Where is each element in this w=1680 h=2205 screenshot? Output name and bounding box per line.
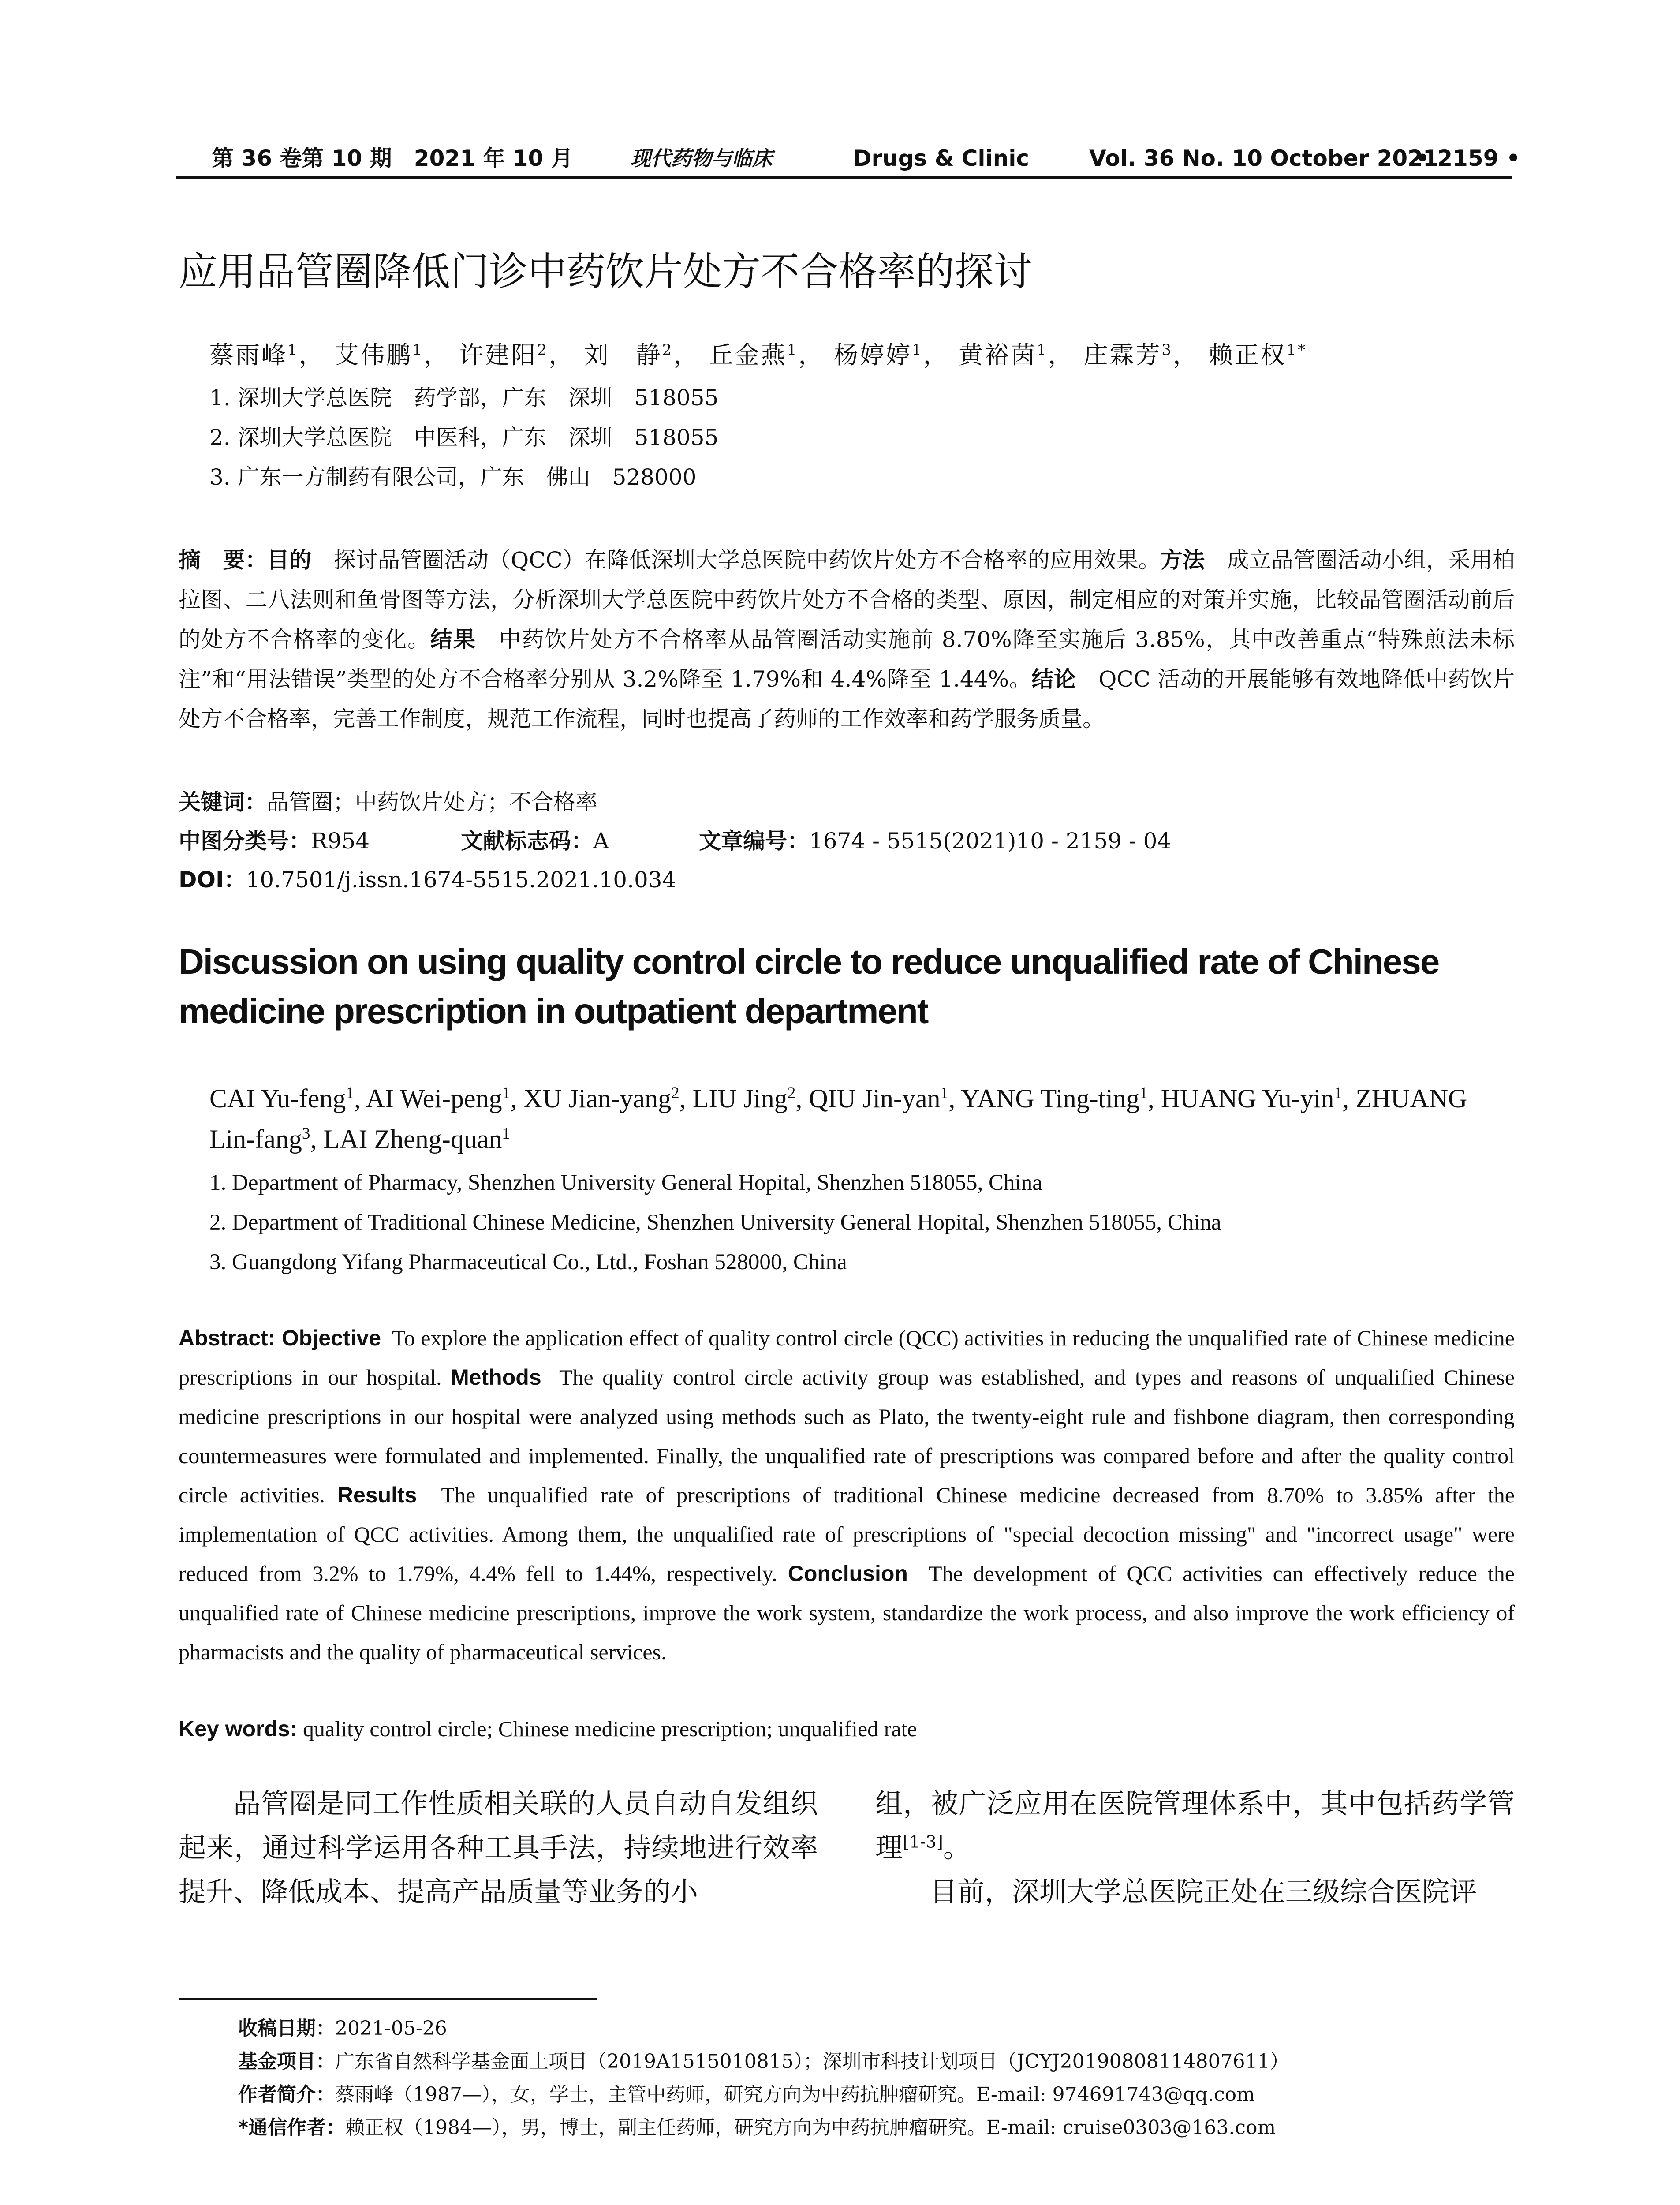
author-en: XU Jian-yang$^2$ — [523, 1084, 679, 1113]
affiliation-cn: 2. 深圳大学总医院 中医科，广东 深圳 518055 — [209, 425, 719, 450]
issue-en: Vol. 36 No. 10 October 2021 — [1089, 146, 1438, 171]
footnote-fund: 基金项目：广东省自然科学基金面上项目（2019A1515010815）；深圳市科技计划项目（JCYJ20190808114807611） — [238, 2050, 1289, 2073]
body-paragraph: 品管圈是同工作性质相关联的人员自动自发组织起来，通过科学运用各种工具手法，持续地进行效率提升、降低成本、提高产品质量等业务的小 — [179, 1787, 818, 1908]
body-paragraph: 目前，深圳大学总医院正处在三级综合医院评 — [930, 1876, 1477, 1908]
author-en: AI Wei-peng$^1$ — [366, 1084, 511, 1113]
journal-name-cn: 现代药物与临床 — [631, 146, 773, 170]
footnote-received: 收稿日期：2021-05-26 — [238, 2017, 447, 2040]
footnote-rule — [179, 1998, 597, 2000]
abstract-objective-label: Abstract: Objective — [179, 1326, 381, 1350]
author-cn: 蔡雨峰$^1$ — [209, 341, 299, 369]
author-cn: 庄霖芳$^3$ — [1083, 341, 1173, 369]
author-cn: 丘金燕$^1$ — [709, 341, 799, 369]
title-en: Discussion on using quality control circle to reduce unqualified rate of Chinese medicine prescription in outpatient department — [179, 942, 1439, 1031]
author-cn: 黄裕茵$^1$ — [959, 341, 1048, 369]
results-label-en: Results — [337, 1483, 417, 1507]
author-en: YANG Ting-ting$^1$ — [960, 1084, 1148, 1113]
footnote-author: 作者简介：蔡雨峰（1987—），女，学士，主管中药师，研究方向为中药抗肿瘤研究。E-mail: 974691743@qq.com — [238, 2083, 1255, 2106]
page-number: • 2159 • — [1415, 146, 1520, 171]
journal-name-en: Drugs & Clinic — [853, 146, 1030, 171]
author-en: LAI Zheng-quan$^1$ — [323, 1125, 510, 1154]
doi-line: DOI：10.7501/j.issn.1674-5515.2021.10.034 — [179, 867, 676, 893]
results-label: 结果 — [430, 627, 476, 652]
running-header — [176, 140, 1520, 179]
author-en: CAI Yu-feng$^1$ — [209, 1084, 354, 1113]
footnote-corresponding: *通信作者：赖正权（1984—），男，博士，副主任药师，研究方向为中药抗肿瘤研究。E-mail: cruise0303@163.com — [238, 2116, 1276, 2139]
methods-label: 方法 — [1160, 547, 1205, 573]
author-cn: 艾伟鹏$^1$ — [334, 341, 424, 369]
author-cn: 刘 静$^2$ — [584, 341, 674, 369]
authors-en: CAI Yu-feng$^1$, AI Wei-peng$^1$, XU Jian-yang$^2$, LIU Jing$^2$, QIU Jin-yan$^1$, YANG Ting-ting$^1$, HUANG Yu-yin$^1$, ZHUANG Lin-fang$^3$, LAI Zheng-quan$^1$ — [209, 1084, 1467, 1154]
affiliation-en: 3. Guangdong Yifang Pharmaceutical Co., Ltd., Foshan 528000, China — [209, 1250, 847, 1274]
author-cn: 杨婷婷$^1$ — [833, 341, 923, 369]
author-en: QIU Jin-yan$^1$ — [809, 1084, 949, 1113]
citation: [1-3] — [903, 1832, 943, 1852]
keywords-cn: 关键词：品管圈；中药饮片处方；不合格率 — [179, 789, 597, 815]
title-cn: 应用品管圈降低门诊中药饮片处方不合格率的探讨 — [179, 249, 1033, 294]
abstract-label: 摘 要： — [179, 547, 267, 573]
affiliation-en: 2. Department of Traditional Chinese Medicine, Shenzhen University General Hopital, Shenzhen 518055, China — [209, 1210, 1221, 1235]
objective-label: 目的 — [267, 547, 312, 573]
conclusion-label-en: Conclusion — [788, 1561, 908, 1586]
body-paragraph: 组，被广泛应用在医院管理体系中，其中包括药学管理[1-3]。 — [875, 1787, 1515, 1864]
abstract-cn: 摘 要：目的 探讨品管圈活动（QCC）在降低深圳大学总医院中药饮片处方不合格率的应用效果。方法 成立品管圈活动小组，采用柏拉图、二八法则和鱼骨图等方法，分析深圳大学总医院中药饮片处方不合格的类型、原因，制定相应的对策并实施，比较品管圈活动前后的处方不合格率的变化。结果 中药饮片处方不合格率从品管圈活动实施前 8.70%降至实施后 3.85%，其中改善重点“特殊煎法未标注”和“用法错误”类型的处方不合格率分别从 3.2%降至 1.79%和 4.4%降至 1.44%。结论 QCC 活动的开展能够有效地降低中药饮片处方不合格率，完善工作制度，规范工作流程，同时也提高了药师的工作效率和药学服务质量。 — [179, 547, 1515, 732]
issue-cn: 第 36 卷第 10 期 2021 年 10 月 — [212, 146, 573, 171]
methods-label-en: Methods — [451, 1365, 541, 1390]
conclusion-label: 结论 — [1031, 666, 1076, 692]
author-en: LIU Jing$^2$ — [692, 1084, 796, 1113]
author-en: ZHUANG Lin-fang$^3$ — [209, 1084, 1467, 1154]
body-column-left — [179, 1782, 818, 1914]
affiliation-cn: 3. 广东一方制药有限公司，广东 佛山 528000 — [209, 464, 697, 490]
classification-line: 中图分类号：R954 文献标志码：A 文章编号：1674 - 5515(2021)10 - 2159 - 04 — [179, 828, 1172, 854]
affiliation-en: 1. Department of Pharmacy, Shenzhen University General Hopital, Shenzhen 518055, China — [209, 1170, 1042, 1195]
author-cn: 赖正权$^{1*}$ — [1208, 341, 1307, 369]
authors-cn: 蔡雨峰$^1$， 艾伟鹏$^1$， 许建阳$^2$， 刘 静$^2$， 丘金燕$^1$， 杨婷婷$^1$， 黄裕茵$^1$， 庄霖芳$^3$， 赖正权$^{1*}$ — [209, 341, 1307, 369]
affiliation-cn: 1. 深圳大学总医院 药学部，广东 深圳 518055 — [209, 385, 719, 411]
body-column-right — [875, 1782, 1515, 1914]
abstract-en: Abstract: Objective To explore the application effect of quality control circle (QCC) activities in reducing the unqualified rate of Chinese medicine prescriptions in our hospital. Methods The quality control circle activity group was established, and types and reasons of unqualified Chinese medicine prescriptions in our hospital were analyzed using methods such as Plato, the twenty-eight rule and fishbone diagram, then corresponding countermeasures were formulated and implemented. Finally, the unqualified rate of prescriptions was compared before and after the quality control circle activities. Results The unqualified rate of prescriptions of traditional Chinese medicine decreased from 8.70% to 3.85% after the implementation of QCC activities. Among them, the unqualified rate of prescriptions of "special decoction missing" and "incorrect usage" were reduced from 3.2% to 1.79%, 4.4% fell to 1.44%, respectively. Conclusion The development of QCC activities can effectively reduce the unqualified rate of Chinese medicine prescriptions, improve the work system, standardize the work process, and also improve the work efficiency of pharmacists and the quality of pharmaceutical services. — [179, 1326, 1515, 1664]
author-cn: 许建阳$^2$ — [459, 341, 549, 369]
author-en: HUANG Yu-yin$^1$ — [1161, 1084, 1343, 1113]
keywords-en: Key words: quality control circle; Chinese medicine prescription; unqualified rate — [179, 1716, 917, 1741]
